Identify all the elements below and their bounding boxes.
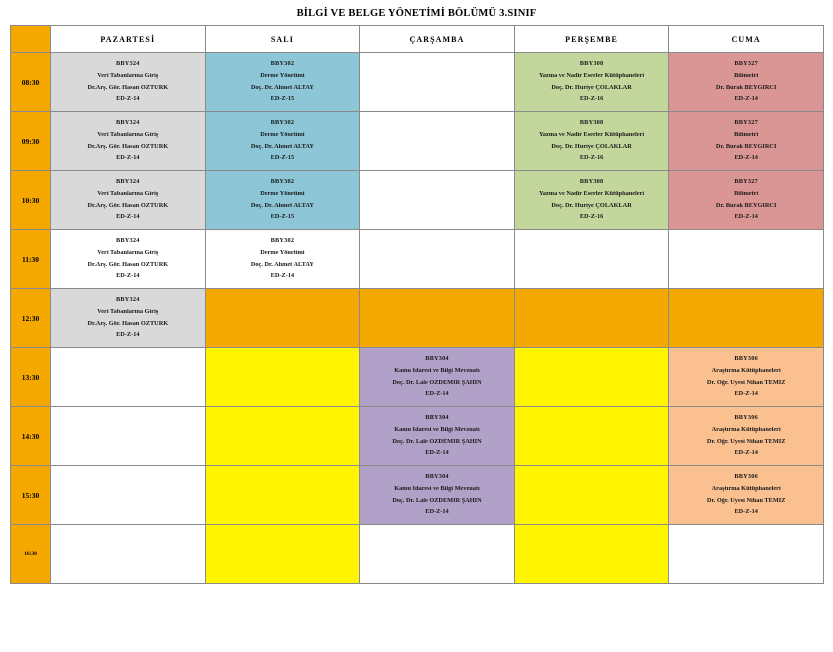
course-name: Araştırma Kütüphaneleri	[711, 367, 781, 374]
cell-content	[360, 525, 514, 583]
cell-pazartesi-1330	[51, 348, 206, 407]
cell-content	[51, 407, 205, 465]
room-code: ED-Z-14	[425, 509, 449, 516]
course-code: BBY302	[270, 179, 295, 186]
cell-carsamba-1530[interactable]	[360, 466, 515, 525]
room-code: ED-Z-16	[579, 96, 604, 103]
room-code: ED-Z-16	[579, 155, 604, 162]
course-code: BBY302	[270, 120, 295, 127]
course-name: Yazma ve Nadir Eserler Kütüphaneleri	[539, 72, 645, 79]
room-code: ED-Z-14	[270, 273, 295, 280]
room-code: ED-Z-15	[270, 155, 295, 162]
lecturer-name: Dr. Burak BEYGİRCİ	[715, 202, 777, 209]
cell-cuma-0930[interactable]	[669, 112, 824, 171]
cell-content	[360, 171, 514, 229]
cell-persembe-1430	[514, 407, 669, 466]
room-code: ED-Z-14	[116, 96, 140, 103]
cell-pazartesi-1530	[51, 466, 206, 525]
cell-content	[360, 407, 514, 465]
cell-cuma-1530[interactable]	[669, 466, 824, 525]
course-code: BBY302	[270, 61, 295, 68]
cell-carsamba-1130	[360, 230, 515, 289]
course-name: Bilimetri	[734, 131, 759, 138]
day-header-pazartesi: PAZARTESİ	[51, 26, 206, 53]
cell-content	[669, 466, 823, 524]
cell-sali-1430	[205, 407, 360, 466]
cell-cuma-1030[interactable]	[669, 171, 824, 230]
time-label-0930: 09:30	[11, 112, 51, 171]
course-name: Kamu İdaresi ve Bilgi Mevzuatı	[394, 485, 480, 492]
cell-content	[669, 112, 823, 170]
lecturer-name: Doç. Dr. Lale ÖZDEMİR ŞAHİN	[392, 438, 482, 445]
cell-content	[669, 230, 823, 288]
room-code: ED-Z-14	[734, 214, 758, 221]
cell-carsamba-0930	[360, 112, 515, 171]
course-name: Derme Yönetimi	[260, 72, 305, 79]
cell-persembe-1030[interactable]	[514, 171, 669, 230]
cell-content	[51, 525, 205, 583]
room-code: ED-Z-14	[425, 391, 449, 398]
cell-content	[206, 466, 360, 524]
cell-pazartesi-1230[interactable]	[51, 289, 206, 348]
course-code: BBY327	[734, 61, 758, 68]
cell-content	[51, 171, 205, 229]
lecturer-name: Dr. Burak BEYGİRCİ	[715, 84, 777, 91]
cell-pazartesi-0930[interactable]	[51, 112, 206, 171]
course-name: Yazma ve Nadir Eserler Kütüphaneleri	[539, 190, 645, 197]
cell-pazartesi-1430	[51, 407, 206, 466]
room-code: ED-Z-15	[270, 214, 295, 221]
course-name: Kamu İdaresi ve Bilgi Mevzuatı	[394, 367, 480, 374]
cell-pazartesi-1630	[51, 525, 206, 584]
day-header-persembe: PERŞEMBE	[514, 26, 669, 53]
time-label-1230: 12:30	[11, 289, 51, 348]
lecturer-name: Doç. Dr. Lale ÖZDEMİR ŞAHİN	[392, 379, 482, 386]
room-code: ED-Z-14	[734, 155, 758, 162]
time-label-1630: 16:30	[11, 525, 51, 584]
cell-content	[515, 112, 669, 170]
day-header-carsamba: ÇARŞAMBA	[360, 26, 515, 53]
lecturer-name: Dr.Arş. Gör. Hasan ÖZTÜRK	[87, 84, 169, 91]
room-code: ED-Z-14	[734, 391, 758, 398]
table-row	[11, 53, 824, 112]
course-name: Veri Tabanlarına Giriş	[97, 190, 159, 197]
course-name: Veri Tabanlarına Giriş	[97, 308, 159, 315]
day-header-sali: SALI	[205, 26, 360, 53]
room-code: ED-Z-15	[270, 96, 295, 103]
cell-content	[515, 171, 669, 229]
cell-carsamba-1330[interactable]	[360, 348, 515, 407]
course-name: Derme Yönetimi	[260, 249, 305, 256]
cell-carsamba-1630	[360, 525, 515, 584]
cell-content	[669, 348, 823, 406]
cell-content	[51, 348, 205, 406]
time-label-1530: 15:30	[11, 466, 51, 525]
course-code: BBY304	[425, 356, 449, 363]
cell-cuma-1230	[669, 289, 824, 348]
lecturer-name: Dr. Öğr. Üyesi Nihan TEMİZ	[706, 438, 786, 445]
cell-content	[51, 112, 205, 170]
table-row	[11, 466, 824, 525]
cell-sali-0830[interactable]	[205, 53, 360, 112]
cell-content	[360, 53, 514, 111]
course-code: BBY324	[116, 179, 140, 186]
lecturer-name: Doç. Dr. Lale ÖZDEMİR ŞAHİN	[392, 497, 482, 504]
course-name: Yazma ve Nadir Eserler Kütüphaneleri	[539, 131, 645, 138]
table-row	[11, 112, 824, 171]
cell-content	[206, 112, 360, 170]
cell-content	[669, 289, 823, 347]
cell-cuma-1630	[669, 525, 824, 584]
cell-content	[51, 53, 205, 111]
cell-persembe-1630	[514, 525, 669, 584]
room-code: ED-Z-16	[579, 214, 604, 221]
cell-sali-1530	[205, 466, 360, 525]
course-name: Kamu İdaresi ve Bilgi Mevzuatı	[394, 426, 480, 433]
time-label-1330: 13:30	[11, 348, 51, 407]
table-row	[11, 171, 824, 230]
course-code: BBY327	[734, 120, 758, 127]
time-label-1130: 11:30	[11, 230, 51, 289]
cell-content	[206, 230, 360, 288]
room-code: ED-Z-14	[734, 96, 758, 103]
cell-content	[51, 230, 205, 288]
cell-sali-1330	[205, 348, 360, 407]
lecturer-name: Dr. Öğr. Üyesi Nihan TEMİZ	[706, 379, 786, 386]
cell-content	[360, 466, 514, 524]
course-code: BBY324	[116, 120, 140, 127]
cell-content	[206, 525, 360, 583]
lecturer-name: Doç. Dr. Ahmet ALTAY	[250, 261, 314, 268]
cell-content	[51, 466, 205, 524]
cell-content	[360, 112, 514, 170]
cell-persembe-0830[interactable]	[514, 53, 669, 112]
cell-content	[360, 230, 514, 288]
cell-content	[360, 348, 514, 406]
lecturer-name: Dr. Burak BEYGİRCİ	[715, 143, 777, 150]
table-row	[11, 348, 824, 407]
page-title: BİLGİ VE BELGE YÖNETİMİ BÖLÜMÜ 3.SINIF	[296, 8, 537, 19]
cell-persembe-1530	[514, 466, 669, 525]
cell-content	[669, 525, 823, 583]
course-code: BBY306	[734, 356, 758, 363]
course-code: BBY306	[734, 474, 758, 481]
lecturer-name: Dr.Arş. Gör. Hasan ÖZTÜRK	[87, 261, 169, 268]
course-code: BBY304	[425, 474, 449, 481]
cell-carsamba-1230	[360, 289, 515, 348]
day-header-cuma: CUMA	[669, 26, 824, 53]
course-code: BBY324	[116, 61, 140, 68]
cell-content	[515, 525, 669, 583]
course-code: BBY324	[116, 297, 140, 304]
cell-persembe-1330	[514, 348, 669, 407]
course-code: BBY308	[579, 179, 604, 186]
cell-content	[206, 53, 360, 111]
cell-pazartesi-1030[interactable]	[51, 171, 206, 230]
lecturer-name: Doç. Dr. Huriye ÇOLAKLAR	[551, 143, 632, 150]
lecturer-name: Dr.Arş. Gör. Hasan ÖZTÜRK	[87, 143, 169, 150]
time-label-1430: 14:30	[11, 407, 51, 466]
room-code: ED-Z-14	[116, 273, 140, 280]
course-name: Veri Tabanlarına Giriş	[97, 249, 159, 256]
cell-carsamba-1030	[360, 171, 515, 230]
cell-content	[206, 348, 360, 406]
course-code: BBY304	[425, 415, 449, 422]
cell-sali-1230	[205, 289, 360, 348]
lecturer-name: Dr.Arş. Gör. Hasan ÖZTÜRK	[87, 320, 169, 327]
cell-cuma-0830[interactable]	[669, 53, 824, 112]
lecturer-name: Doç. Dr. Ahmet ALTAY	[250, 202, 314, 209]
room-code: ED-Z-14	[734, 509, 758, 516]
table-row	[11, 230, 824, 289]
cell-content	[51, 289, 205, 347]
table-row	[11, 525, 824, 584]
cell-content	[360, 289, 514, 347]
table-body	[11, 53, 824, 584]
cell-persembe-0930[interactable]	[514, 112, 669, 171]
course-code: BBY306	[734, 415, 758, 422]
course-name: Bilimetri	[734, 72, 759, 79]
cell-content	[669, 407, 823, 465]
cell-pazartesi-0830[interactable]	[51, 53, 206, 112]
room-code: ED-Z-14	[734, 450, 758, 457]
cell-content	[515, 407, 669, 465]
lecturer-name: Dr.Arş. Gör. Hasan ÖZTÜRK	[87, 202, 169, 209]
time-label-0830: 08:30	[11, 53, 51, 112]
cell-content	[515, 289, 669, 347]
table-row	[11, 289, 824, 348]
cell-persembe-1230	[514, 289, 669, 348]
cell-carsamba-0830	[360, 53, 515, 112]
cell-content	[206, 171, 360, 229]
course-code: BBY308	[579, 61, 604, 68]
course-name: Veri Tabanlarına Giriş	[97, 72, 159, 79]
course-name: Derme Yönetimi	[260, 190, 305, 197]
course-code: BBY324	[116, 238, 140, 245]
table-row	[11, 407, 824, 466]
cell-persembe-1130	[514, 230, 669, 289]
lecturer-name: Dr. Öğr. Üyesi Nihan TEMİZ	[706, 497, 786, 504]
course-name: Veri Tabanlarına Giriş	[97, 131, 159, 138]
course-name: Derme Yönetimi	[260, 131, 305, 138]
cell-content	[515, 53, 669, 111]
cell-content	[515, 466, 669, 524]
cell-carsamba-1430[interactable]	[360, 407, 515, 466]
course-code: BBY308	[579, 120, 604, 127]
course-name: Araştırma Kütüphaneleri	[711, 485, 781, 492]
course-code: BBY327	[734, 179, 758, 186]
room-code: ED-Z-14	[116, 155, 140, 162]
course-name: Araştırma Kütüphaneleri	[711, 426, 781, 433]
course-name: Bilimetri	[734, 190, 759, 197]
lecturer-name: Doç. Dr. Huriye ÇOLAKLAR	[551, 84, 632, 91]
course-code: BBY302	[270, 238, 295, 245]
room-code: ED-Z-14	[425, 450, 449, 457]
time-label-1030: 10:30	[11, 171, 51, 230]
cell-content	[669, 171, 823, 229]
cell-cuma-1130	[669, 230, 824, 289]
header-row	[11, 26, 824, 53]
lecturer-name: Doç. Dr. Ahmet ALTAY	[250, 84, 314, 91]
cell-sali-0930[interactable]	[205, 112, 360, 171]
table-header	[11, 26, 824, 53]
cell-content	[206, 289, 360, 347]
cell-content	[669, 53, 823, 111]
room-code: ED-Z-14	[116, 214, 140, 221]
cell-content	[206, 407, 360, 465]
cell-cuma-1430[interactable]	[669, 407, 824, 466]
room-code: ED-Z-14	[116, 332, 140, 339]
corner-cell	[11, 26, 51, 53]
lecturer-name: Doç. Dr. Ahmet ALTAY	[250, 143, 314, 150]
cell-content	[515, 230, 669, 288]
cell-sali-1030[interactable]	[205, 171, 360, 230]
lecturer-name: Doç. Dr. Huriye ÇOLAKLAR	[551, 202, 632, 209]
cell-content	[515, 348, 669, 406]
schedule-table	[10, 25, 824, 584]
cell-sali-1130[interactable]	[205, 230, 360, 289]
cell-sali-1630	[205, 525, 360, 584]
cell-cuma-1330[interactable]	[669, 348, 824, 407]
cell-pazartesi-1130[interactable]	[51, 230, 206, 289]
